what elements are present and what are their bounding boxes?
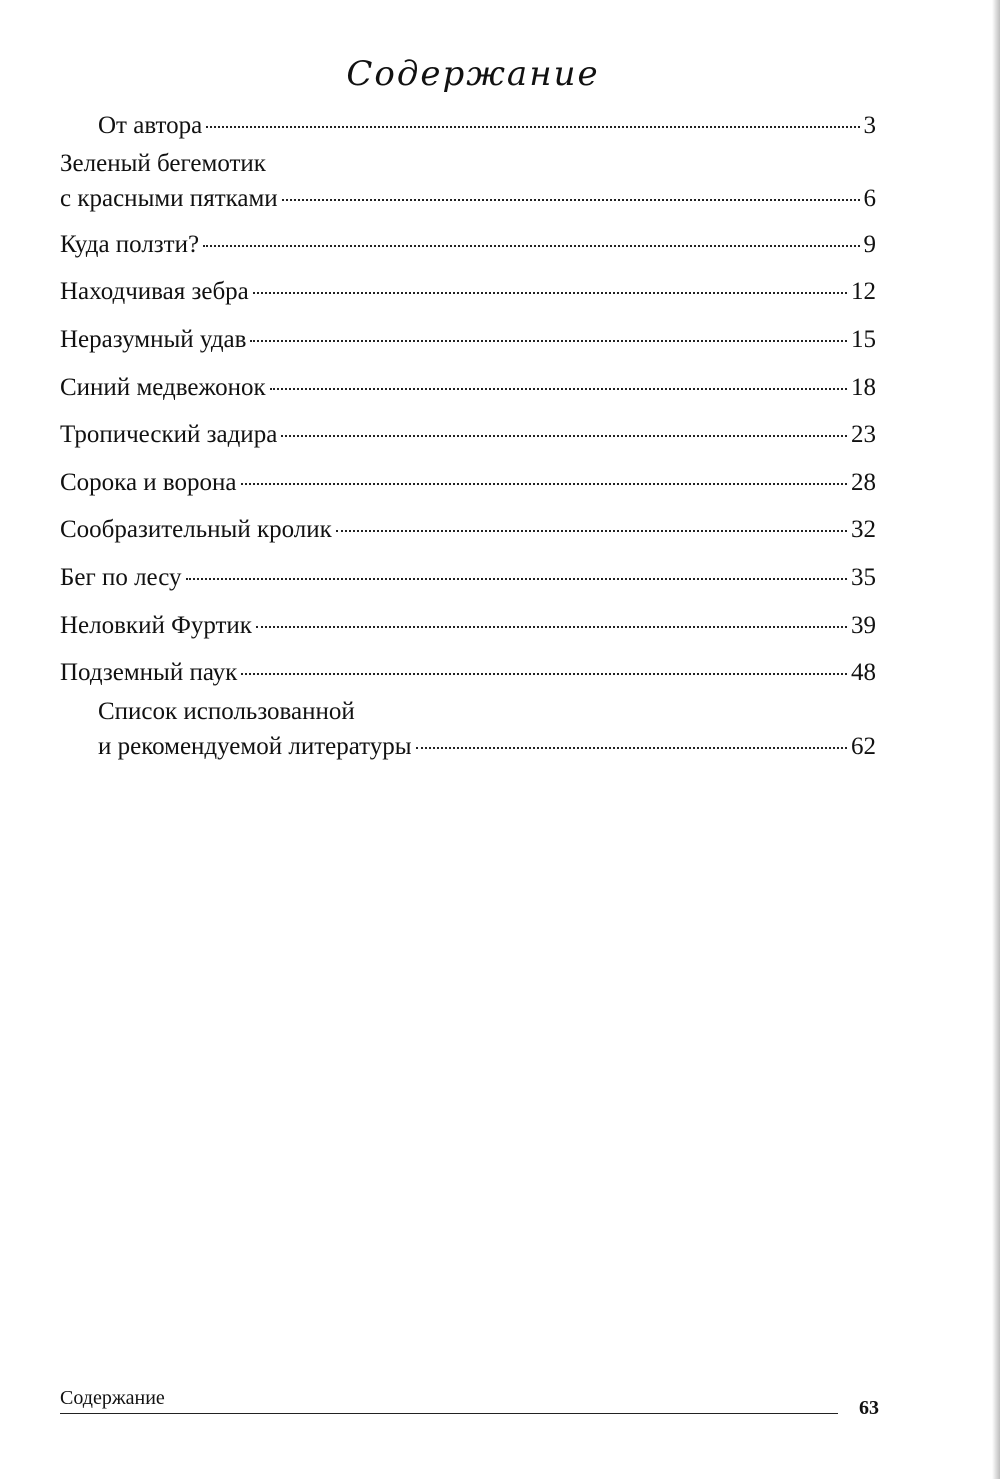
page-edge-shadow — [992, 0, 1000, 1479]
toc-entry-title: Сорока и ворона — [60, 469, 237, 496]
toc-entry-title: Находчивая зебра — [60, 278, 249, 305]
leader-dots — [206, 126, 859, 128]
toc-entry-page: 6 — [863, 185, 876, 212]
toc-entry-page: 18 — [851, 374, 876, 401]
toc-entry-page: 15 — [851, 326, 876, 353]
leader-dots — [336, 530, 847, 532]
leader-dots — [256, 626, 847, 628]
leader-dots — [282, 199, 860, 201]
toc-entry-title-line: и рекомендуемой литературы — [98, 733, 412, 760]
toc-entry-page: 32 — [851, 516, 876, 543]
toc-entry-page: 28 — [851, 469, 876, 496]
toc-entry-title: Тропический задира — [60, 421, 278, 448]
page-title: Содержание — [346, 54, 600, 94]
toc-entry[interactable] — [98, 694, 876, 764]
toc-entry[interactable] — [60, 465, 876, 500]
toc-entry-page: 12 — [851, 278, 876, 305]
toc-entry-title: Куда ползти? — [60, 231, 200, 258]
leader-dots — [270, 388, 847, 390]
footer-rule — [60, 1413, 838, 1414]
toc-entry[interactable] — [60, 417, 876, 452]
toc-entry[interactable] — [60, 608, 876, 643]
toc-entry-page: 9 — [863, 231, 876, 258]
toc-entry-page: 39 — [851, 612, 876, 639]
toc-entry-page: 35 — [851, 564, 876, 591]
leader-dots — [281, 435, 847, 437]
toc-entry-title: Синий медвежонок — [60, 374, 266, 401]
toc-entry-page: 3 — [863, 112, 876, 139]
toc-entry-title: Бег по лесу — [60, 564, 182, 591]
toc-entry[interactable] — [60, 512, 876, 547]
toc-entry-title-line: Зеленый бегемотик — [60, 150, 266, 177]
toc-entry-page: 62 — [851, 733, 876, 760]
toc-entry-title: Неразумный удав — [60, 326, 247, 353]
toc-entry[interactable] — [60, 560, 876, 595]
toc-entry-title: Сообразительный кролик — [60, 516, 332, 543]
leader-dots — [241, 483, 847, 485]
running-footer-section: Содержание — [60, 1387, 165, 1409]
toc-entry-title: Подземный паук — [60, 659, 238, 686]
toc-entry-title-line: с красными пятками — [60, 185, 278, 212]
toc-entry[interactable] — [60, 322, 876, 357]
toc-entry[interactable] — [98, 108, 876, 143]
leader-dots — [250, 340, 847, 342]
toc-entry[interactable] — [60, 227, 876, 262]
toc-entry-page: 23 — [851, 421, 876, 448]
toc-entry-title: От автора — [98, 112, 203, 139]
toc-entry[interactable] — [60, 370, 876, 405]
toc-entry[interactable] — [60, 655, 876, 690]
leader-dots — [253, 292, 847, 294]
toc-entry[interactable] — [60, 146, 876, 216]
leader-dots — [186, 578, 847, 580]
leader-dots — [241, 673, 847, 675]
leader-dots — [203, 245, 859, 247]
toc-entry-title: Неловкий Фуртик — [60, 612, 252, 639]
toc-entry-title-line: Список использованной — [98, 698, 355, 725]
toc-entry[interactable] — [60, 274, 876, 309]
page-number: 63 — [859, 1397, 879, 1419]
toc-entry-page: 48 — [851, 659, 876, 686]
leader-dots — [416, 747, 847, 749]
